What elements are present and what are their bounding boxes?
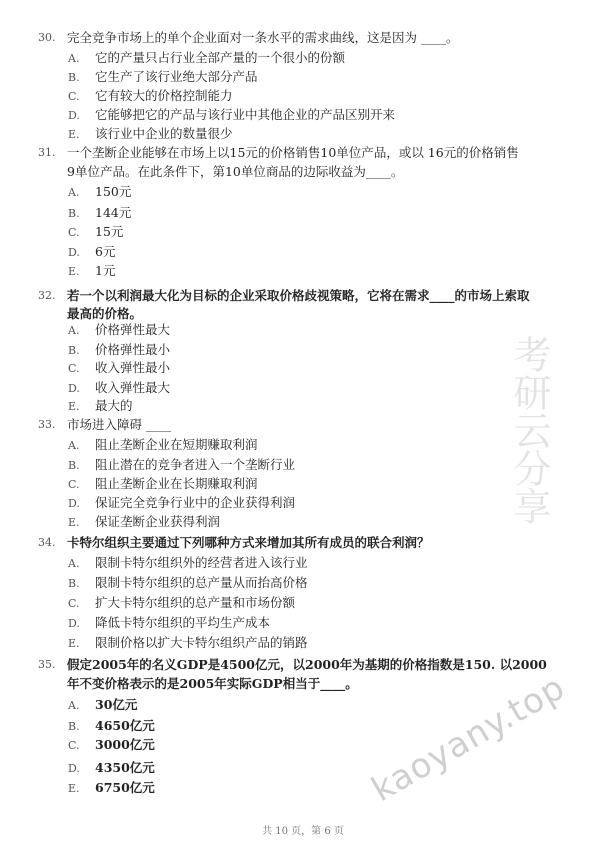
question-number: 34. <box>38 536 56 549</box>
option-letter: E. <box>68 128 80 141</box>
option-letter: A. <box>68 439 80 452</box>
option-text: 1元 <box>95 263 116 278</box>
watermark-url: kaoyany.top <box>365 667 573 810</box>
option-text: 保证完全竞争行业中的企业获得利润 <box>95 495 296 510</box>
option-text: 限制价格以扩大卡特尔组织产品的销路 <box>95 635 308 650</box>
option-letter: E. <box>68 400 80 413</box>
option-text: 它有较大的价格控制能力 <box>95 88 233 103</box>
option-letter: D. <box>68 762 80 775</box>
option-letter: B. <box>68 344 80 357</box>
option-text: 限制卡特尔组织的总产量从而抬高价格 <box>95 575 308 590</box>
question-text: 假定2005年的名义GDP是4500亿元，以2000年为基期的价格指数是150. 以2000 <box>67 657 547 672</box>
question-text: 市场进入障碍 ____ <box>67 417 171 432</box>
option-letter: C. <box>68 739 80 752</box>
option-letter: A. <box>68 186 80 199</box>
question-number: 35. <box>38 658 56 671</box>
option-text: 价格弹性最小 <box>95 342 171 357</box>
option-text: 3000亿元 <box>95 737 155 752</box>
question-text: 年不变价格表示的是2005年实际GDP相当于____。 <box>67 676 358 691</box>
option-text: 30亿元 <box>95 697 138 712</box>
option-letter: E. <box>68 265 80 278</box>
option-letter: B. <box>68 71 80 84</box>
option-text: 6元 <box>95 244 116 259</box>
option-text: 最大的 <box>95 398 133 413</box>
question-number: 30. <box>38 31 56 44</box>
option-letter: D. <box>68 617 80 630</box>
option-text: 150元 <box>95 184 132 199</box>
question-text: 9单位产品。在此条件下，第10单位商品的边际收益为____。 <box>67 164 404 179</box>
option-text: 它生产了该行业绝大部分产品 <box>95 69 258 84</box>
option-text: 它能够把它的产品与该行业中其他企业的产品区别开来 <box>95 107 396 122</box>
option-text: 15元 <box>95 224 124 239</box>
question-text: 最高的价格。 <box>67 306 143 321</box>
option-letter: D. <box>68 109 80 122</box>
option-letter: D. <box>68 497 80 510</box>
option-letter: C. <box>68 597 80 610</box>
option-text: 降低卡特尔组织的平均生产成本 <box>95 615 271 630</box>
option-letter: A. <box>68 324 80 337</box>
option-text: 收入弹性最大 <box>95 380 171 395</box>
option-text: 限制卡特尔组织外的经营者进入该行业 <box>95 555 308 570</box>
option-text: 它的产量只占行业全部产量的一个很小的份额 <box>95 50 346 65</box>
option-text: 价格弹性最大 <box>95 322 171 337</box>
option-text: 扩大卡特尔组织的总产量和市场份额 <box>95 595 296 610</box>
option-letter: E. <box>68 637 80 650</box>
option-letter: C. <box>68 226 80 239</box>
option-letter: B. <box>68 577 80 590</box>
page-footer: 共 10 页，第 6 页 <box>262 826 344 837</box>
option-letter: E. <box>68 782 80 795</box>
option-letter: A. <box>68 699 80 712</box>
question-text: 一个垄断企业能够在市场上以15元的价格销售10单位产品，或以 16元的价格销售 <box>67 145 519 160</box>
option-letter: C. <box>68 478 80 491</box>
question-number: 32. <box>38 289 56 302</box>
option-letter: D. <box>68 382 80 395</box>
option-letter: B. <box>68 459 80 472</box>
question-number: 33. <box>38 418 56 431</box>
option-letter: B. <box>68 207 80 220</box>
option-text: 保证垄断企业获得利润 <box>95 514 221 529</box>
question-text: 卡特尔组织主要通过下列哪种方式来增加其所有成员的联合利润？ <box>67 535 430 550</box>
watermark-calligraphy: 考研云分享 <box>507 335 551 525</box>
option-letter: D. <box>68 246 80 259</box>
option-text: 该行业中企业的数量很少 <box>95 126 233 141</box>
option-text: 4650亿元 <box>95 718 155 733</box>
question-text: 完全竞争市场上的单个企业面对一条水平的需求曲线，这是因为 ____。 <box>67 30 459 45</box>
option-letter: C. <box>68 362 80 375</box>
question-number: 31. <box>38 146 56 159</box>
option-letter: A. <box>68 52 80 65</box>
option-letter: E. <box>68 516 80 529</box>
option-letter: C. <box>68 90 80 103</box>
option-text: 144元 <box>95 205 132 220</box>
option-text: 阻止垄断企业在长期赚取利润 <box>95 476 258 491</box>
option-letter: B. <box>68 720 80 733</box>
option-text: 6750亿元 <box>95 780 155 795</box>
option-letter: A. <box>68 557 80 570</box>
option-text: 阻止垄断企业在短期赚取利润 <box>95 437 258 452</box>
option-text: 阻止潜在的竞争者进入一个垄断行业 <box>95 457 296 472</box>
option-text: 4350亿元 <box>95 760 155 775</box>
option-text: 收入弹性最小 <box>95 360 171 375</box>
question-text: 若一个以利润最大化为目标的企业采取价格歧视策略，它将在需求____的市场上索取 <box>67 288 530 303</box>
